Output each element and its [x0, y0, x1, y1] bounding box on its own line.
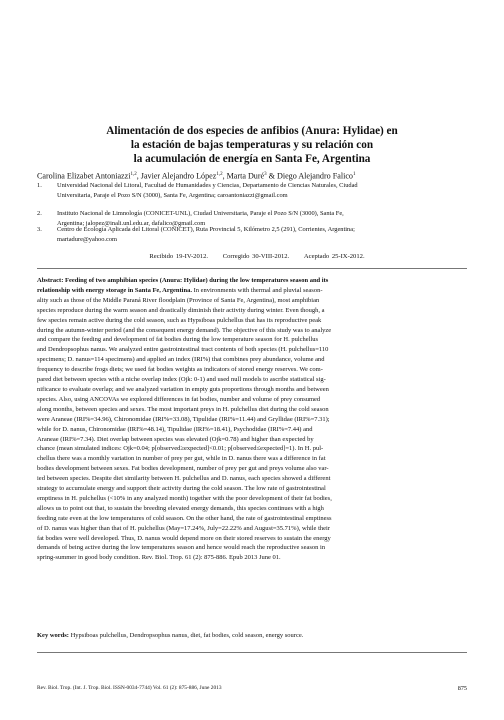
abstract: [37, 276, 467, 563]
keywords: [37, 631, 467, 641]
abstract-line: while for D. nanus, Chironomidae (IRI%=48.14), Tipulidae (IRI%=18.41), Psychodidae (IRI%=7.44) and: [37, 425, 313, 433]
author-name: Carolina Elizabet Antoniazzi: [37, 171, 131, 181]
abstract-line: pared diet between species with a niche overlap index (Ojk: 0-1) and used null models to ascribe statistical sig-: [37, 376, 326, 384]
abstract-line: fat bodies were well developed. Thus, D. nanus would depend more on their stored reserves to sustain the energy: [37, 534, 331, 542]
abstract-line: strategy to accumulate energy and support their activity during the cold season. The low rate of gastrointestinal: [37, 485, 326, 493]
abstract-line: chance (mean simulated indices: Ojk=0.04; p[observed≥expected]<0.01; p[observed≤expected]=1). In H. pul-: [37, 445, 324, 453]
abstract-line: of D. nanus was higher than that of H. pulchellus (May=17.24%, July=22.22% and August=35.71%), while their: [37, 524, 330, 532]
abstract-line: were Araneae (IRI%=34.96), Chironomidae (IRI%=33.08), Tipulidae (IRI%=11.44) and Gryllidae (IRI%=7.31);: [37, 415, 330, 423]
abstract-line: frequency to describe frogs diets; we used fat bodies weights as indicators of stored energy reserves. We com-: [37, 366, 323, 374]
affiliation-line: Centro de Ecología Aplicada del Litoral (CONICET), Ruta Provincial 5, Kilómetro 2,5 (291), Corrientes, Argentina;: [57, 226, 355, 233]
accepted-date: Aceptado 25-IX-2012.: [303, 253, 365, 260]
abstract-line: along months, between species and sexes. The most important preys in H. pulchellus diet during the cold season: [37, 405, 329, 413]
divider: [37, 652, 467, 653]
abstract-line: In environments with thermal and pluvial season-: [191, 286, 323, 294]
abstract-heading: Abstract: Feeding of two amphibian species (Anura: Hylidae) during the low temperatures season and its: [37, 277, 329, 284]
abstract-line: chellus there was a monthly variation in number of prey per gut, while in D. nanus there was a difference in fat: [37, 455, 326, 463]
author-affiliation-mark: 3: [264, 172, 267, 177]
received-date: Recibido 19-IV-2012.: [149, 253, 209, 260]
keywords-label: Key words:: [37, 632, 69, 639]
affiliation-line: martadure@yahoo.com: [57, 236, 118, 244]
keywords-text: Hypsiboas pulchellus, Dendropsophus nanus, diet, fat bodies, cold season, energy source.: [68, 632, 304, 639]
affiliation-1: [37, 181, 477, 201]
author-name: , Javier Alejandro López: [136, 171, 217, 181]
author-affiliation-mark: 1,2: [216, 172, 223, 177]
abstract-line: during the autumn-winter period (and the consequent energy demand). The objective of this study was to analyze: [37, 326, 332, 334]
affiliation-3: [37, 225, 477, 245]
author-affiliation-mark: 1,2: [130, 172, 137, 177]
abstract-line: Araneae (IRI%=7.34). Diet overlap between species was elevated (Ojk=0.78) and higher than expected by: [37, 435, 314, 443]
article-title: [40, 124, 464, 166]
affiliation-number: 3.: [37, 226, 42, 233]
abstract-line: spring-summer in good body condition. Rev. Biol. Trop. 61 (2): 875-886. Epub 2013 June 01.: [37, 554, 281, 562]
abstract-line: few species remain active during the cold season, such as Hypsiboas pulchellus that has its reproductive peak: [37, 316, 322, 324]
affiliation-number: 1.: [37, 182, 42, 189]
article-dates: [37, 252, 477, 262]
author-affiliation-mark: 1: [352, 172, 356, 177]
corrected-date: Corregido 30-VIII-2012.: [222, 253, 290, 260]
abstract-line: emptiness in H. pulchellus (<10% in any analyzed month) together with the poor development of their fat bodies,: [37, 494, 332, 502]
abstract-line: species. Also, using ANCOVAs we explored differences in fat bodies, number and volume of prey consumed: [37, 395, 321, 403]
page-number: 875: [457, 685, 467, 692]
abstract-line: species reproduce during the warm season and drastically diminish their activity during winter. Even though, a: [37, 306, 325, 314]
affiliation-line: Argentina; jalopez@inali.unl.edu.ar, dafalico@gmail.com: [57, 220, 206, 228]
author-list: [37, 170, 477, 182]
abstract-line: nificance to evaluate overlap; and we analyzed variation in empty guts proportions through months and between: [37, 385, 329, 393]
author-name: & Diego Alejandro Falico: [266, 171, 353, 181]
abstract-line: feeding rate even at the low temperatures of cold season. On the other hand, the rate of gastrointestinal emptiness: [37, 514, 332, 522]
journal-citation: Rev. Biol. Trop. (Int. J. Trop. Biol. ISSN-0034-7744) Vol. 61 (2): 875-886, June 2013: [37, 685, 222, 691]
abstract-line: and Dendropsophus nanus. We analyzed entire gastrointestinal tract contents of both species (H. pulchellus=110: [37, 346, 329, 354]
affiliation-line: Universidad Nacional del Litoral, Facultad de Humanidades y Ciencias, Departamento de Ciencias Naturales, Ciudad: [57, 182, 358, 189]
abstract-line: allows us to point out that, to sustain the breeding elevated energy demands, this species continues with a high: [37, 504, 324, 512]
abstract-heading: relationship with energy storage in Santa Fe, Argentina.: [37, 286, 192, 294]
author-name: , Marta Duré: [222, 171, 265, 181]
title-line: la acumulación de energía en Santa Fe, Argentina: [133, 153, 371, 165]
title-line: la estación de bajas temperaturas y su relación con: [130, 139, 374, 151]
abstract-line: demands of being active during the low temperatures season and hence would reach the reproductive season in: [37, 544, 326, 552]
abstract-line: and compare the feeding and development of fat bodies during the low temperature season for H. pulchellus: [37, 336, 319, 344]
title-line: Alimentación de dos especies de anfibios (Anura: Hylidae) en: [106, 125, 398, 137]
abstract-line: specimens; D. nanus=114 specimens) and applied an index (IRI%) that combines prey abundance, volume and: [37, 356, 325, 364]
affiliation-line: Instituto Nacional de Limnología (CONICET-UNL), Ciudad Universitaria, Paraje el Pozo S/N (3000), Santa Fe,: [57, 210, 344, 217]
affiliation-number: 2.: [37, 210, 42, 217]
abstract-line: bodies development between sexes. Fat bodies development, number of prey per gut and preys volume also var-: [37, 465, 329, 473]
abstract-line: ality such as those of the Middle Paraná River floodplain (Province of Santa Fe, Argentina), most amphibian: [37, 296, 320, 304]
abstract-line: ied between species. Despite diet similarity between H. pulchellus and D. nanus, each species showed a different: [37, 475, 331, 483]
divider: [37, 268, 467, 269]
affiliation-line: Universitaria, Paraje el Pozo S/N (3000), Santa Fe, Argentina; caroantoniazzi@gmail.com: [57, 192, 288, 200]
